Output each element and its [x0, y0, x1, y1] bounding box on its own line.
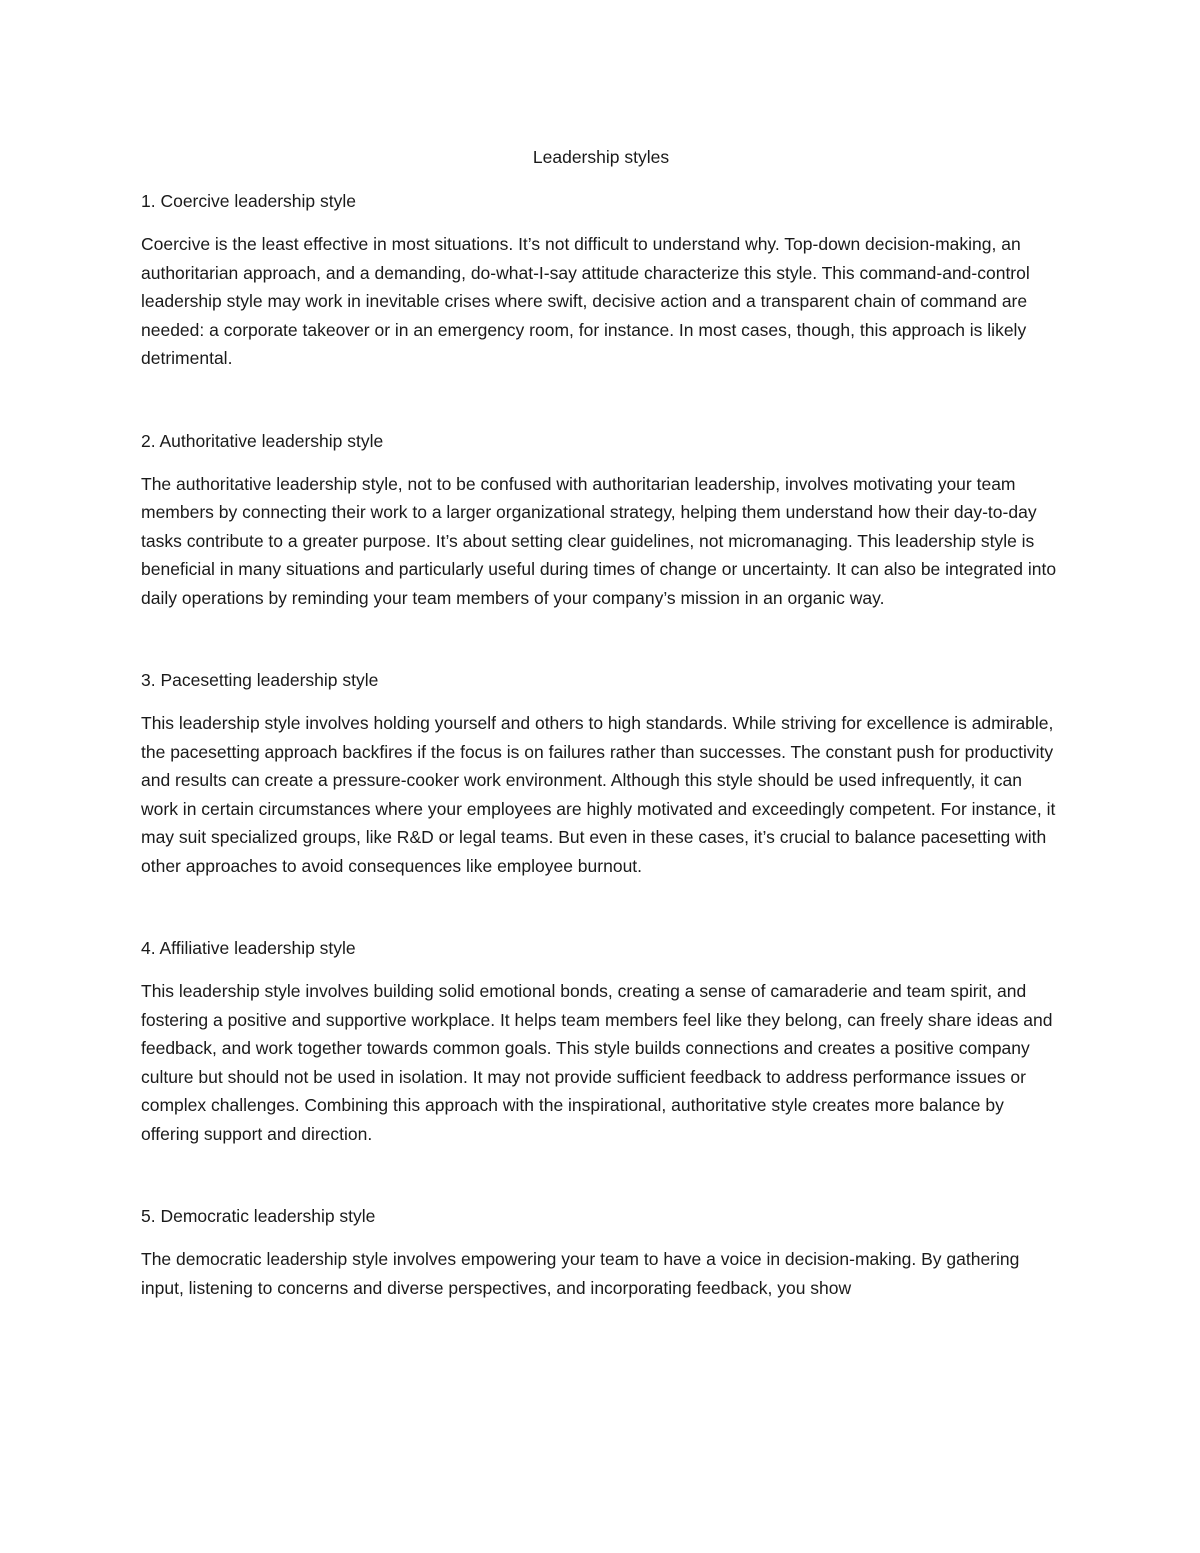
section-paragraph: The democratic leadership style involves empowering your team to have a voice in decision-making. By gathering input, listening to concerns and diverse perspectives, and incorporating feedback, you show: [141, 1249, 1020, 1298]
document-content: [141, 143, 1061, 1356]
section-heading: 3. Pacesetting leadership style: [141, 670, 379, 690]
section-paragraph: Coercive is the least effective in most situations. It’s not difficult to understand why. Top-down decision-making, an authoritarian approach, and a demanding, do-what-I-say attitude characterize this style. This command-and-control leadership style may work in inevitable crises where swift, decisive action and a transparent chain of command are needed: a corporate takeover or in an emergency room, for instance. In most cases, though, this approach is likely detrimental.: [141, 234, 1030, 368]
section-paragraph: This leadership style involves building solid emotional bonds, creating a sense of camaraderie and team spirit, and fostering a positive and supportive workplace. It helps team members feel like they belong, can freely share ideas and feedback, and work together towards common goals. This style builds connections and creates a positive company culture but should not be used in isolation. It may not provide sufficient feedback to address performance issues or complex challenges. Combining this approach with the inspirational, authoritative style creates more balance by offering support and direction.: [141, 981, 1053, 1144]
document-title: Leadership styles: [532, 147, 670, 167]
section-coercive: [141, 187, 1061, 373]
section-heading: 2. Authoritative leadership style: [141, 430, 384, 451]
section-heading: 1. Coercive leadership style: [141, 191, 356, 211]
section-paragraph: This leadership style involves holding yourself and others to high standards. While striving for excellence is admirable, the pacesetting approach backfires if the focus is on failures rather than successes. The constant push for productivity and results can create a pressure-cooker work environment. Although this style should be used infrequently, it can work in certain circumstances where your employees are highly motivated and exceedingly competent. For instance, it may suit specialized groups, like R&D or legal teams. But even in these cases, it’s crucial to balance pacesetting with other approaches to avoid consequences like employee burnout.: [141, 713, 1056, 876]
section-democratic: [141, 1202, 1061, 1302]
section-heading: 4. Affiliative leadership style: [141, 938, 356, 958]
section-pacesetting: [141, 666, 1061, 880]
section-heading: 5. Democratic leadership style: [141, 1206, 376, 1226]
section-authoritative: [141, 427, 1061, 613]
section-affiliative: [141, 934, 1061, 1148]
section-paragraph: The authoritative leadership style, not to be confused with authoritarian leadership, involves motivating your team members by connecting their work to a larger organizational strategy, helping them understand how their day-to-day tasks contribute to a greater purpose. It’s about setting clear guidelines, not micromanaging. This leadership style is beneficial in many situations and particularly useful during times of change or uncertainty. It can also be integrated into daily operations by reminding your team members of your company’s mission in an organic way.: [141, 473, 1057, 608]
